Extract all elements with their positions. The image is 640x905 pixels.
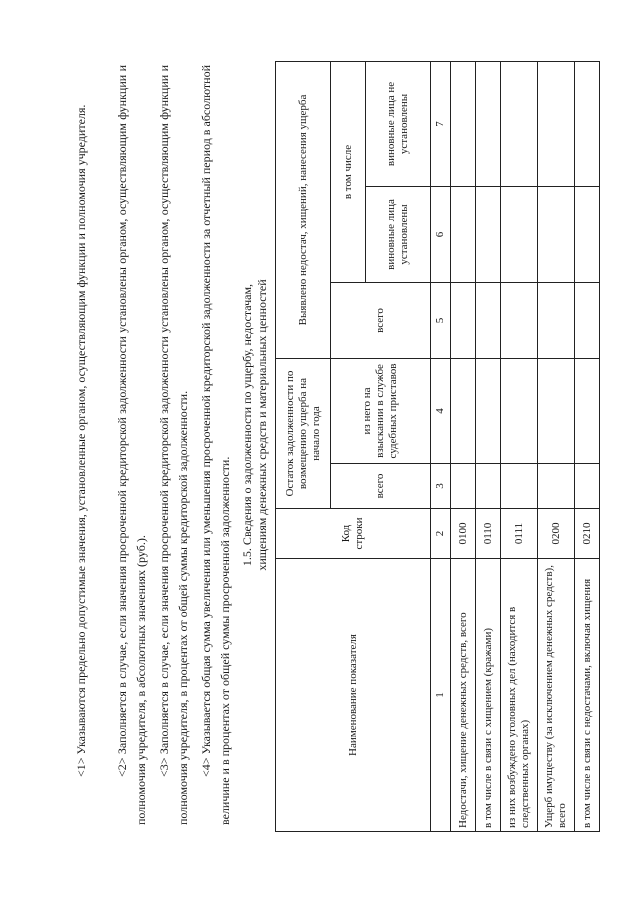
row-code: 0100 (451, 509, 476, 559)
empty-cell[interactable] (451, 464, 476, 509)
column-number: 6 (431, 187, 451, 283)
footnote-text: Указывается общая сумма увеличения или уменьшения просроченной кредиторской задолженности за отчетный период в абсолютной величине и в процентах от общей суммы просроченной задолженности. (199, 65, 232, 825)
header-remainder: Остаток задолженности по возмещению ущерба на начало года (276, 359, 331, 509)
section-title-line-1: 1.5. Сведения о задолженности по ущербу, недостачам, (240, 283, 254, 567)
table-row (575, 61, 600, 831)
row-indicator: в том числе в связи с хищением (кражами) (476, 559, 501, 832)
column-number: 7 (431, 61, 451, 186)
header-remainder-bailiffs: из него на взыскании в службе судебных приставов (331, 359, 431, 464)
empty-cell[interactable] (538, 283, 575, 359)
empty-cell[interactable] (476, 187, 501, 283)
footnote-2 (113, 65, 151, 825)
table-row (538, 61, 575, 831)
empty-cell[interactable] (476, 61, 501, 186)
empty-cell[interactable] (501, 187, 538, 283)
section-title-line-2: хищениям денежных средств и материальных ценностей (255, 279, 269, 571)
footnote-text: Указываются предельно допустимые значения, установленные органом, осуществляющим функции и полномочия учредителя. (74, 104, 88, 755)
footnote-marker: <4> (199, 757, 213, 777)
empty-cell[interactable] (501, 61, 538, 186)
column-number: 2 (431, 509, 451, 559)
empty-cell[interactable] (575, 187, 600, 283)
footnote-1 (72, 65, 91, 825)
empty-cell[interactable] (476, 464, 501, 509)
row-indicator: в том числе в связи с недостачами, включая хищения (575, 559, 600, 832)
row-indicator: Ущерб имуществу (за исключением денежных средств), всего (538, 559, 575, 832)
empty-cell[interactable] (451, 61, 476, 186)
empty-cell[interactable] (451, 359, 476, 464)
footnote-3 (155, 65, 193, 825)
row-code: 0200 (538, 509, 575, 559)
footnote-marker: <2> (115, 757, 129, 777)
table-row (476, 61, 501, 831)
footnote-marker: <1> (74, 757, 88, 777)
empty-cell[interactable] (538, 359, 575, 464)
header-code: Код строки (276, 509, 431, 559)
row-indicator: Недостачи, хищение денежных средств, всего (451, 559, 476, 832)
empty-cell[interactable] (501, 464, 538, 509)
footnote-4 (197, 65, 235, 825)
column-number: 4 (431, 359, 451, 464)
header-in-that-number: в том числе (331, 61, 366, 282)
empty-cell[interactable] (476, 359, 501, 464)
footnote-text: Заполняется в случае, если значения просроченной кредиторской задолженности установлены органом, осуществляющим функции и полномочия учредителя, в абсолютных значениях (руб.). (115, 65, 148, 825)
empty-cell[interactable] (538, 187, 575, 283)
header-detected: Выявлено недостач, хищений, нанесения ущерба (276, 61, 331, 358)
table-row (501, 61, 538, 831)
header-remainder-total: всего (331, 464, 431, 509)
empty-cell[interactable] (501, 359, 538, 464)
empty-cell[interactable] (451, 283, 476, 359)
row-indicator: из них возбуждено уголовных дел (находится в следственных органах) (501, 559, 538, 832)
empty-cell[interactable] (538, 464, 575, 509)
empty-cell[interactable] (575, 283, 600, 359)
row-code: 0110 (476, 509, 501, 559)
empty-cell[interactable] (476, 283, 501, 359)
header-indicator: Наименование показателя (276, 559, 431, 832)
header-detected-total: всего (331, 283, 431, 359)
footnote-text: Заполняется в случае, если значения просроченной кредиторской задолженности установлены органом, осуществляющим функции и полномочия учредителя, в процентах от общей суммы кредиторской задолженности. (157, 65, 190, 825)
row-code: 0111 (501, 509, 538, 559)
table-row (451, 61, 476, 831)
column-number: 3 (431, 464, 451, 509)
footnote-marker: <3> (157, 757, 171, 777)
empty-cell[interactable] (575, 61, 600, 186)
empty-cell[interactable] (501, 283, 538, 359)
empty-cell[interactable] (538, 61, 575, 186)
column-number: 1 (431, 559, 451, 832)
damage-debt-table (275, 61, 600, 832)
header-culprits-found: виновные лица установлены (366, 187, 431, 283)
header-culprits-not-found: виновные лица не установлены (366, 61, 431, 186)
row-code: 0210 (575, 509, 600, 559)
column-number: 5 (431, 283, 451, 359)
column-number-row (431, 61, 451, 831)
empty-cell[interactable] (575, 464, 600, 509)
empty-cell[interactable] (575, 359, 600, 464)
empty-cell[interactable] (451, 187, 476, 283)
section-title (240, 145, 270, 705)
